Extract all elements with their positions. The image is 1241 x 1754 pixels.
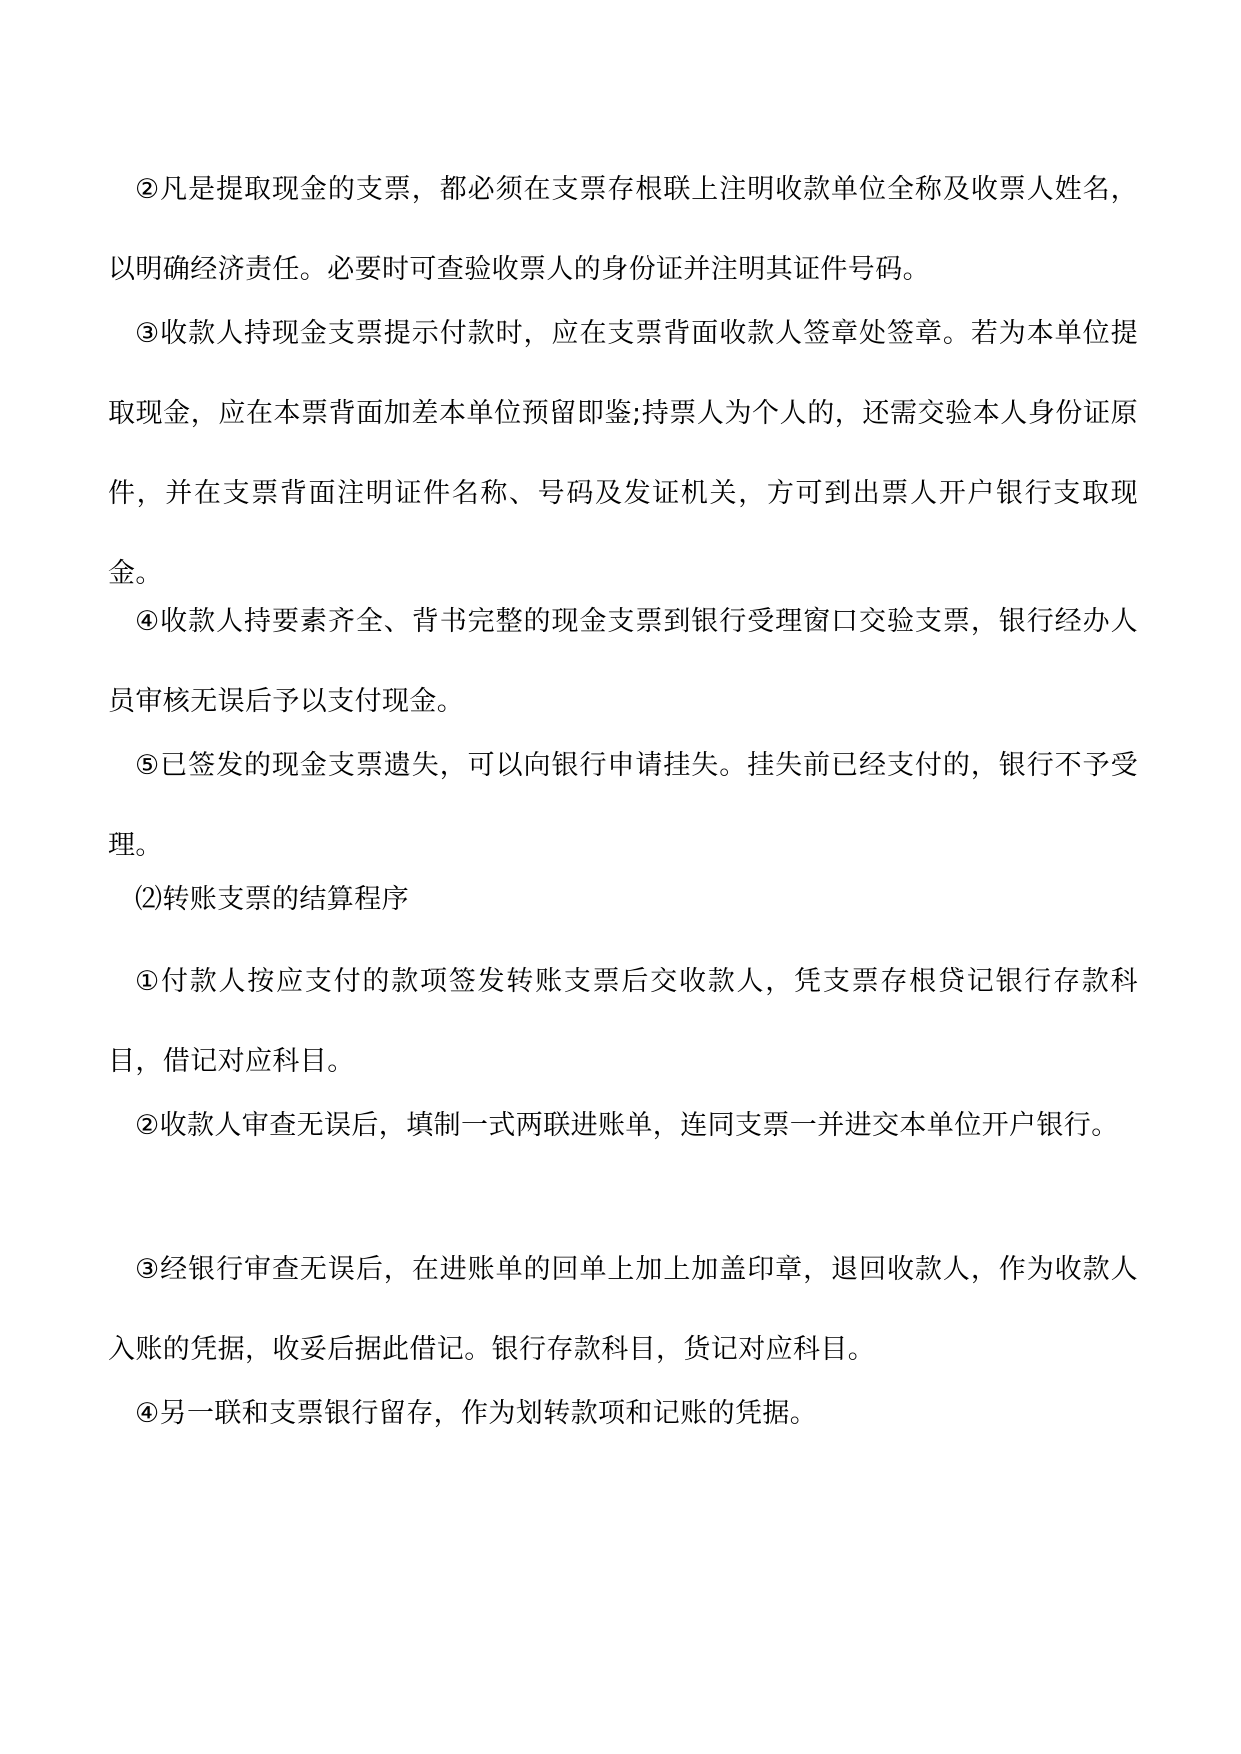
paragraph-cash-check-stub: ②凡是提取现金的支票，都必须在支票存根联上注明收款单位全称及收票人姓名，以明确经济责任。必要时可查验收票人的身份证并注明其证件号码。: [108, 174, 1138, 285]
paragraph-bank-verification: ④收款人持要素齐全、背书完整的现金支票到银行受理窗口交验支票，银行经办人员审核无误后予以支付现金。: [108, 606, 1138, 717]
section-heading-transfer-check: ⑵转账支票的结算程序: [135, 884, 409, 915]
paragraph-payee-endorsement: ③收款人持现金支票提示付款时，应在支票背面收款人签章处签章。若为本单位提取现金，应在本票背面加差本单位预留即鉴;持票人为个人的，还需交验本人身份证原件，并在支票背面注明证件名称、号码及发证机关，方可到出票人开户银行支取现金。: [108, 318, 1138, 589]
paragraph-payer-issues-check: ①付款人按应支付的款项签发转账支票后交收款人，凭支票存根贷记银行存款科目，借记对应科目。: [108, 966, 1138, 1077]
paragraph-payee-deposit-slip: ②收款人审查无误后，填制一式两联进账单，连同支票一并进交本单位开户银行。: [135, 1110, 1119, 1141]
paragraph-lost-check: ⑤已签发的现金支票遗失，可以向银行申请挂失。挂失前已经支付的，银行不予受理。: [108, 750, 1138, 861]
paragraph-bank-retains-copy: ④另一联和支票银行留存，作为划转款项和记账的凭据。: [135, 1398, 818, 1429]
paragraph-bank-stamps-receipt: ③经银行审查无误后，在进账单的回单上加上加盖印章，退回收款人，作为收款人入账的凭据，收妥后据此借记。银行存款科目，货记对应科目。: [108, 1254, 1138, 1365]
